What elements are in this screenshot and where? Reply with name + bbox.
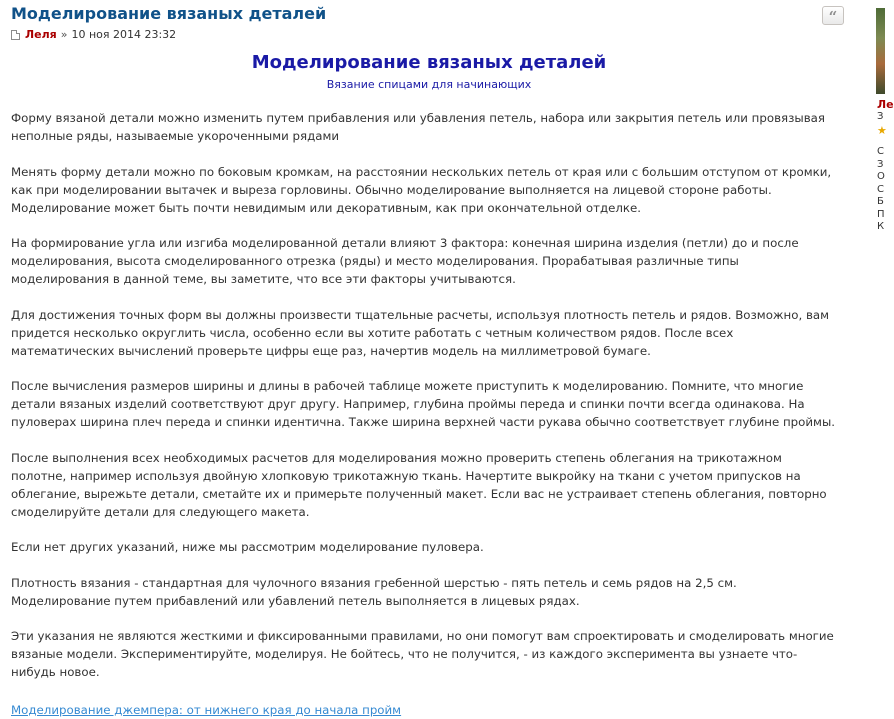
author-sidebar (876, 0, 894, 717)
sidebar-line: О (877, 171, 885, 182)
avatar[interactable] (876, 8, 885, 94)
post-date: 10 ноя 2014 23:32 (71, 28, 177, 41)
next-article-link[interactable]: Моделирование джемпера: от нижнего края до начала пройм (11, 702, 402, 717)
paragraph: Для достижения точных форм вы должны произвести тщательные расчеты, используя плотность петель и рядов. Возможно, вам придется несколько округлить числа, особенно если вы хотите работать с четным количеством рядов. После всех математических вычислений проверьте цифры еще раз, начертив модель на миллиметровой бумаге. (11, 307, 830, 358)
paragraph: Менять форму детали можно по боковым кромкам, на расстоянии нескольких петель от края или с большим отступом от кромки, как при моделировании вытачек и выреза горловины. Обычно моделирование выполняется на лицевой стороне работы. Моделирование может быть почти невидимым или декоративным, как при окончательной отделке. (11, 164, 832, 215)
post-icon (11, 30, 20, 40)
topic-title-link[interactable]: Моделирование вязаных деталей (11, 4, 327, 23)
paragraph: После выполнения всех необходимых расчетов для моделирования можно проверить степень облегания на трикотажном полотне, например используя двойную хлопковую трикотажную ткань. Начертите выкройку на ткани с учетом припусков на облегание, вырежьте детали, сметайте их и примерьте полученный макет. Если вас не устраивает степень облегания, повторно смоделируйте детали для следующего макета. (11, 450, 827, 519)
article-subtitle: Вязание спицами для начинающих (326, 78, 532, 91)
sidebar-line: С (877, 183, 884, 195)
paragraph: Форму вязаной детали можно изменить путем прибавления или убавления петель, набора или закрытия петель или провязывая неполные ряды, называемые укороченными рядами (11, 111, 825, 143)
paragraph: Эти указания не являются жесткими и фиксированными правилами, но они помогут вам спроектировать и смоделировать многие вязаные модели. Экспериментируйте, моделируя. Не бойтесь, что не получится, - из каждого эксперимента вы узнаете что-нибудь новое. (11, 629, 834, 679)
sidebar-line: С (877, 146, 884, 157)
post-content (11, 109, 839, 719)
paragraph: После вычисления размеров ширины и длины в рабочей таблице можете приступить к моделированию. Помните, что многие детали вязаных изделий соответствуют друг другу. Например, глубина проймы переда и спинки почти всегда одинакова. На пуловерах ширина плеч переда и спинки идентична. Также ширина верхней части рукава обычно соответствует глубине проймы. (11, 379, 836, 429)
sidebar-line: К (877, 221, 885, 232)
quote-button[interactable]: “ (822, 6, 844, 25)
article-title: Моделирование вязаных деталей (251, 52, 607, 73)
rank-star-icon: ★ (877, 124, 887, 137)
author-link[interactable]: Леля (25, 28, 57, 41)
sidebar-line: Б (877, 196, 884, 207)
paragraph: Плотность вязания - стандартная для чулочного вязания гребенной шерстью - пять петель и семь рядов на 2,5 см. Моделирование путем прибавлений или убавлений петель выполняется в лицевых рядах. (11, 575, 737, 608)
sidebar-line: П (877, 208, 885, 220)
date-separator: » (60, 28, 68, 41)
paragraph: На формирование угла или изгиба моделированной детали влияют 3 фактора: конечная ширина изделия (петли) до и после моделирования, высота смоделированного отрезка (ряды) и место моделирования. Прорабатывая различные типы моделирования в данной теме, вы заметите, что все эти факторы учитываются. (11, 236, 799, 286)
sidebar-author-name[interactable]: Ле (877, 98, 894, 111)
post-meta (11, 28, 176, 41)
paragraph: Если нет других указаний, ниже мы рассмотрим моделирование пуловера. (11, 540, 484, 554)
sidebar-line: З (877, 158, 884, 170)
sidebar-rank: З (877, 111, 884, 122)
